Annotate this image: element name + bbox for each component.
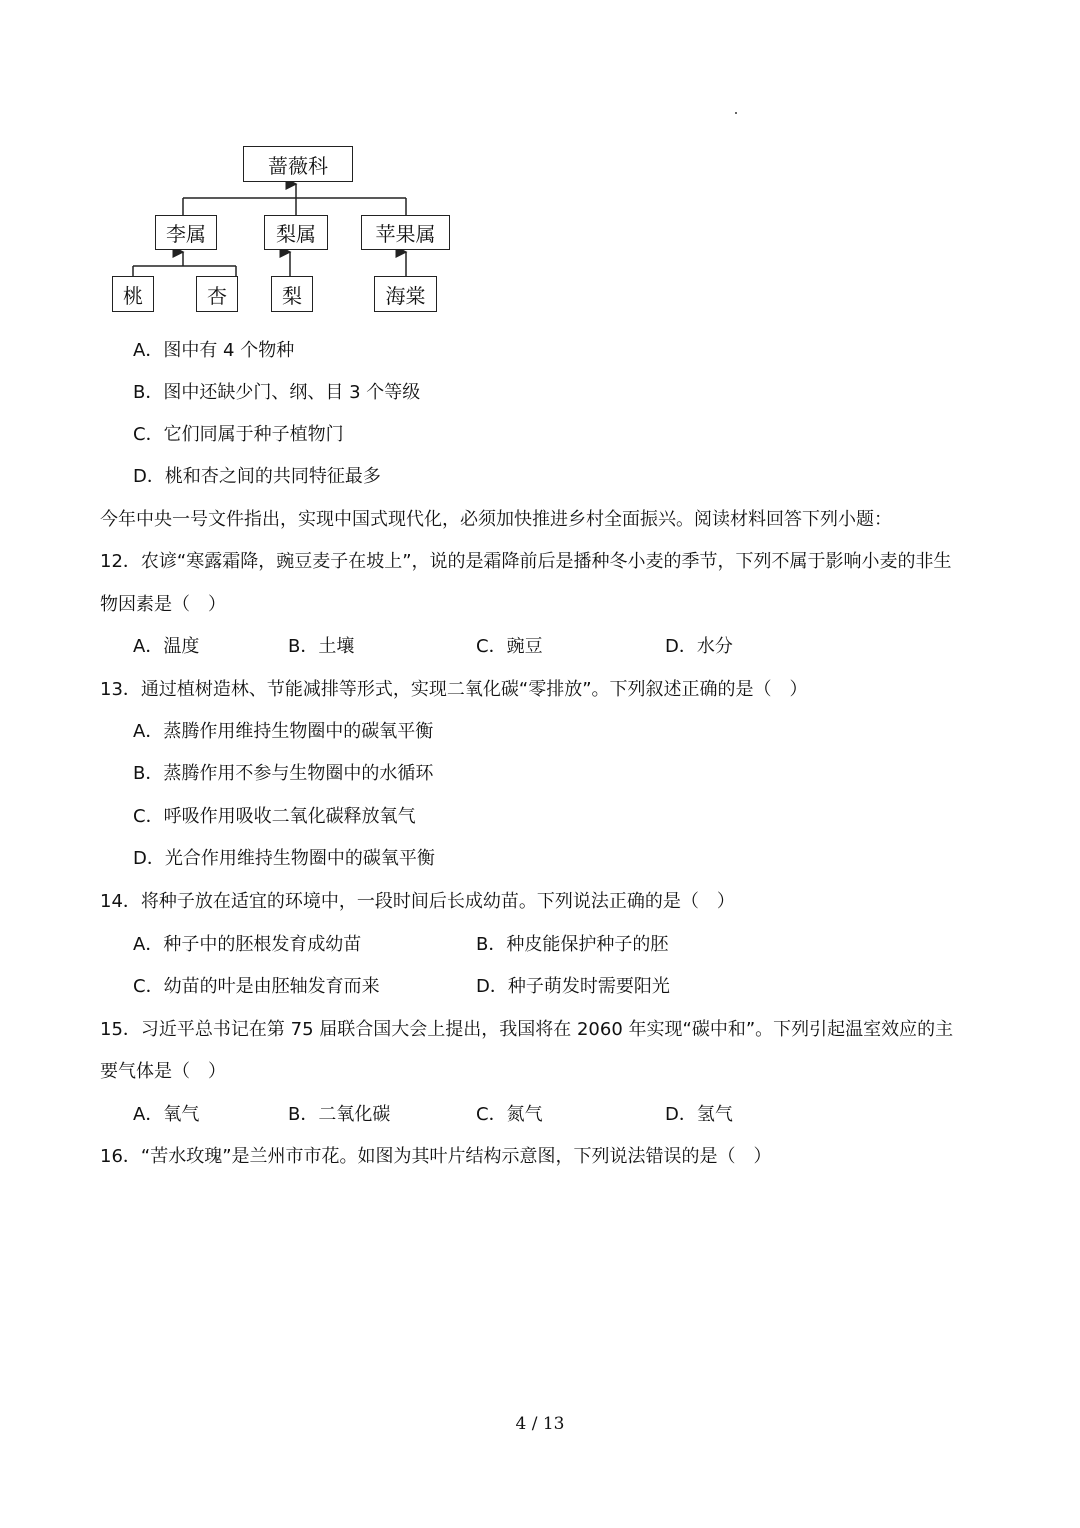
reading-intro: 今年中央一号文件指出，实现中国式现代化，必须加快推进乡村全面振兴。阅读材料回答下列小题：	[100, 509, 892, 530]
node-species-apricot: 杏	[196, 276, 238, 312]
q14-option-d: D．种子萌发时需要阳光	[476, 976, 670, 997]
q12-option-c: C．豌豆	[476, 636, 543, 657]
q15-option-d: D．氢气	[665, 1104, 733, 1125]
q15-stem-line1: 15．习近平总书记在第 75 届联合国大会上提出，我国将在 2060 年实现“碳中和”。下列引起温室效应的主	[100, 1019, 954, 1040]
q14-option-c: C．幼苗的叶是由胚轴发育而来	[133, 976, 380, 997]
node-species-peach: 桃	[112, 276, 154, 312]
node-genus-pyrus: 梨属	[264, 215, 328, 250]
q11-option-b: B．图中还缺少门、纲、目 3 个等级	[133, 382, 421, 403]
q12-option-a: A．温度	[133, 636, 200, 657]
q14-option-b: B．种皮能保护种子的胚	[476, 934, 669, 955]
q14-option-a: A．种子中的胚根发育成幼苗	[133, 934, 362, 955]
node-genus-prunus: 李属	[155, 215, 217, 250]
q13-option-d: D．光合作用维持生物圈中的碳氧平衡	[133, 848, 435, 869]
q16-stem: 16．“苦水玫瑰”是兰州市市花。如图为其叶片结构示意图，下列说法错误的是（ ）	[100, 1146, 772, 1167]
node-genus-malus: 苹果属	[361, 215, 450, 250]
q13-option-a: A．蒸腾作用维持生物圈中的碳氧平衡	[133, 721, 434, 742]
q13-option-b: B．蒸腾作用不参与生物圈中的水循环	[133, 763, 434, 784]
q12-stem-line2: 物因素是（ ）	[100, 594, 226, 615]
q14-stem: 14．将种子放在适宜的环境中，一段时间后长成幼苗。下列说法正确的是（ ）	[100, 891, 735, 912]
q15-option-c: C．氮气	[476, 1104, 543, 1125]
q11-option-d: D．桃和杏之间的共同特征最多	[133, 466, 381, 487]
q13-stem: 13．通过植树造林、节能减排等形式，实现二氧化碳“零排放”。下列叙述正确的是（ ）	[100, 679, 808, 700]
q12-option-d: D．水分	[665, 636, 733, 657]
q15-option-a: A．氧气	[133, 1104, 200, 1125]
q13-option-c: C．呼吸作用吸收二氧化碳释放氧气	[133, 806, 416, 827]
q15-option-b: B．二氧化碳	[288, 1104, 391, 1125]
q12-option-b: B．土壤	[288, 636, 355, 657]
q12-stem-line1: 12．农谚“寒露霜降，豌豆麦子在坡上”，说的是霜降前后是播种冬小麦的季节，下列不属于影响小麦的非生	[100, 551, 952, 572]
node-species-crabapple: 海棠	[374, 276, 437, 312]
q11-option-c: C．它们同属于种子植物门	[133, 424, 344, 445]
q11-option-a: A．图中有 4 个物种	[133, 340, 295, 361]
stray-dot	[735, 112, 737, 114]
page-number: 4 / 13	[515, 1414, 565, 1434]
node-species-pear: 梨	[271, 276, 313, 312]
q15-stem-line2: 要气体是（ ）	[100, 1061, 226, 1082]
classification-diagram	[100, 140, 470, 320]
node-family: 蔷薇科	[243, 146, 353, 182]
